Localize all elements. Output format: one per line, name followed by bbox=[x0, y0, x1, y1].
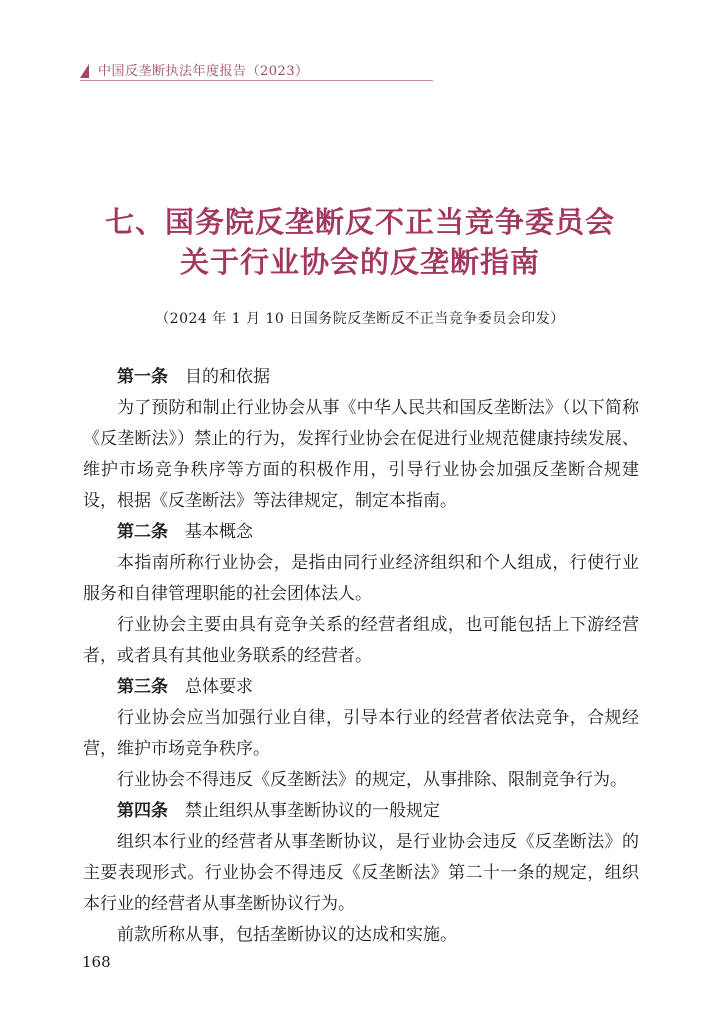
header-triangle-marker bbox=[80, 64, 89, 78]
article-heading bbox=[83, 517, 639, 548]
article-heading bbox=[83, 362, 639, 393]
article-heading-text: 基本概念 bbox=[185, 522, 253, 542]
article-paragraph: 前款所称从事，包括垄断协议的达成和实施。 bbox=[117, 925, 457, 945]
article-paragraph: 行业协会应当加强行业自律，引导本行业的经营者依法竞争，合规经营，维护市场竞争秩序。 bbox=[83, 708, 639, 759]
article-heading bbox=[83, 672, 639, 703]
article-number: 第一条 bbox=[117, 367, 168, 387]
running-title: 中国反垄断执法年度报告（2023） bbox=[98, 64, 309, 79]
article-paragraph: 行业协会主要由具有竞争关系的经营者组成，也可能包括上下游经营者，或者具有其他业务联系的经营者。 bbox=[83, 615, 639, 666]
article-paragraph: 组织本行业的经营者从事垄断协议，是行业协会违反《反垄断法》的主要表现形式。行业协会不得违反《反垄断法》第二十一条的规定，组织本行业的经营者从事垄断协议行为。 bbox=[83, 832, 639, 914]
article-number: 第四条 bbox=[117, 801, 168, 821]
running-header bbox=[80, 58, 640, 82]
article-heading bbox=[83, 796, 639, 827]
page-title-line-2: 关于行业协会的反垄断指南 bbox=[179, 245, 540, 279]
article-heading-text: 禁止组织从事垄断协议的一般规定 bbox=[185, 801, 440, 821]
page-number: 168 bbox=[82, 953, 111, 971]
header-divider bbox=[80, 80, 433, 81]
article-number: 第二条 bbox=[117, 522, 168, 542]
article-heading-text: 总体要求 bbox=[185, 677, 253, 697]
article-paragraph: 本指南所称行业协会，是指由同行业经济组织和个人组成，行使行业服务和自律管理职能的社会团体法人。 bbox=[83, 553, 639, 604]
article-paragraph: 为了预防和制止行业协会从事《中华人民共和国反垄断法》（以下简称《反垄断法》）禁止的行为，发挥行业协会在促进行业规范健康持续发展、维护市场竞争秩序等方面的积极作用，引导行业协会加强反垄断合规建设，根据《反垄断法》等法律规定，制定本指南。 bbox=[83, 398, 639, 511]
issuance-note: （2024 年 1 月 10 日国务院反垄断反不正当竞争委员会印发） bbox=[155, 311, 565, 327]
page-title-line-1: 七、国务院反垄断反不正当竞争委员会 bbox=[104, 205, 615, 239]
article-number: 第三条 bbox=[117, 677, 168, 697]
article-paragraph: 行业协会不得违反《反垄断法》的规定，从事排除、限制竞争行为。 bbox=[117, 770, 627, 790]
article-heading-text: 目的和依据 bbox=[185, 367, 270, 387]
document-body bbox=[83, 362, 639, 951]
